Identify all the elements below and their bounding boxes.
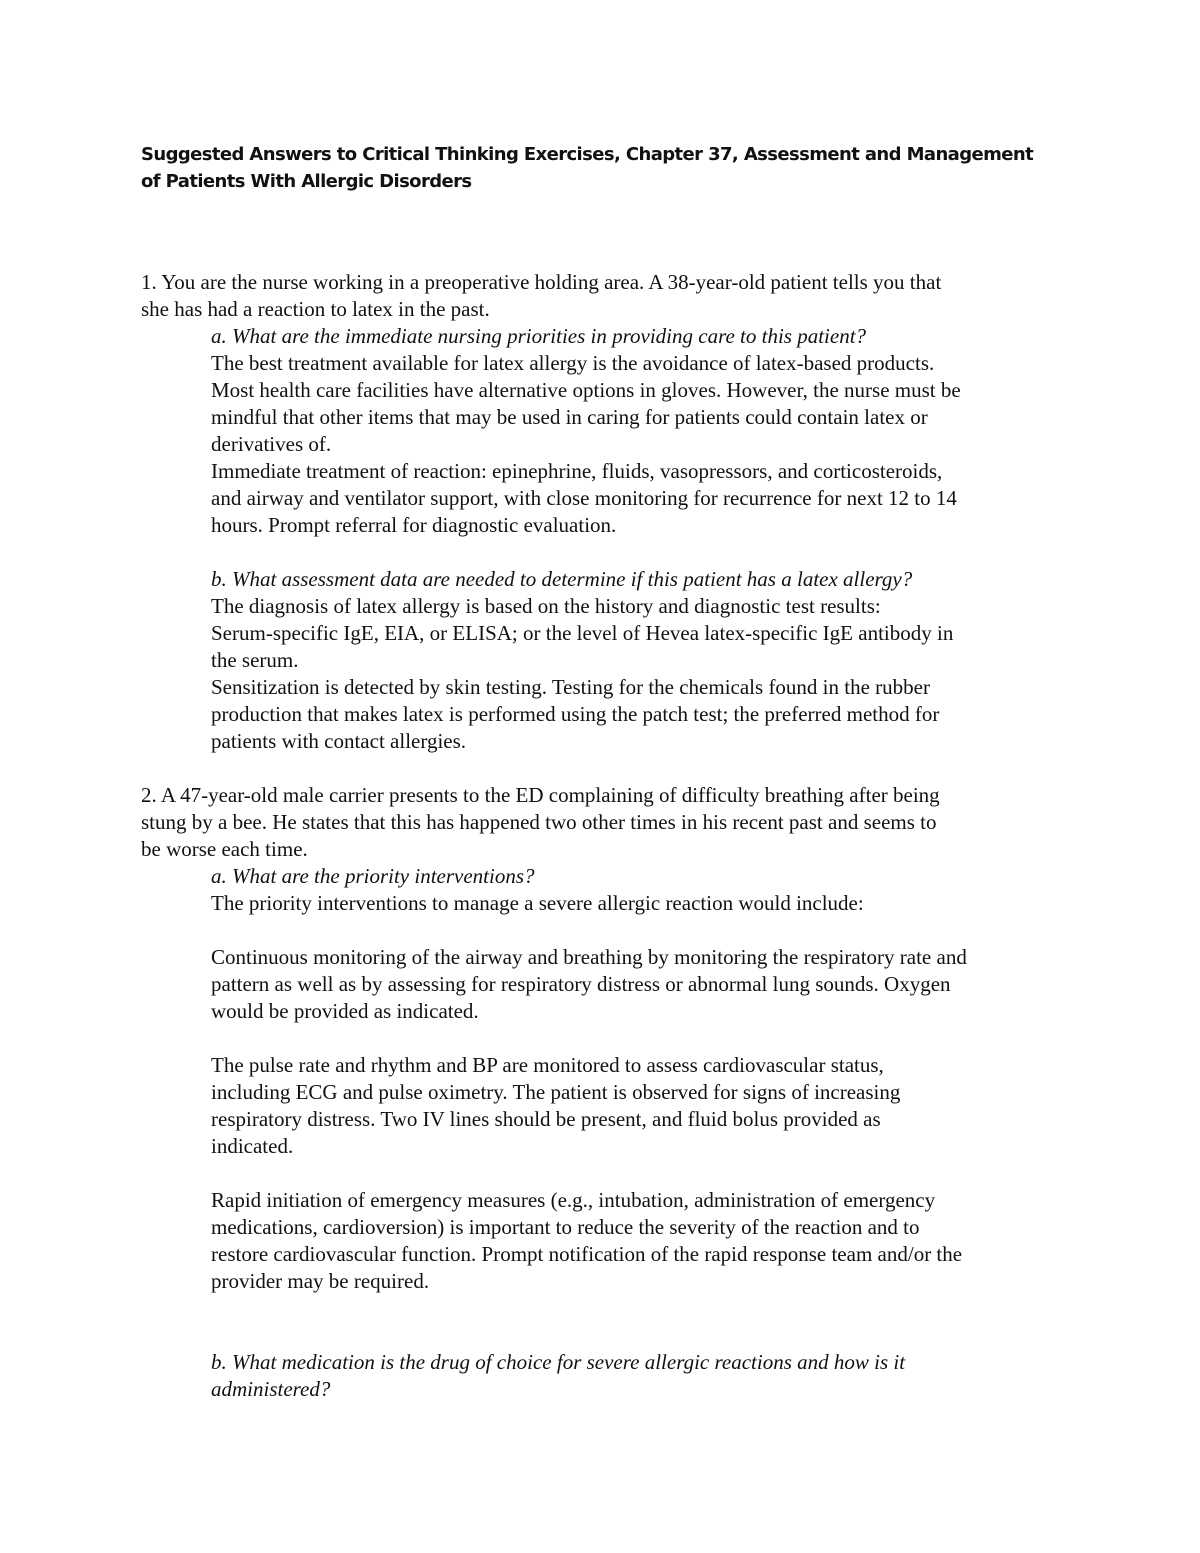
question-prompt: she has had a reaction to latex in the past. <box>141 297 490 321</box>
document-body <box>141 269 1061 1403</box>
subquestion-a: a. What are the priority interventions? <box>211 864 535 888</box>
subquestion-b: administered? <box>211 1377 331 1401</box>
answer-line: Continuous monitoring of the airway and breathing by monitoring the respiratory rate and <box>211 945 967 969</box>
answer-line: indicated. <box>211 1134 294 1158</box>
answer-line: respiratory distress. Two IV lines should be present, and fluid bolus provided as <box>211 1107 881 1131</box>
question-prompt: be worse each time. <box>141 837 308 861</box>
answer-line: and airway and ventilator support, with close monitoring for recurrence for next 12 to 14 <box>211 486 957 510</box>
answer-line: restore cardiovascular function. Prompt notification of the rapid response team and/or the <box>211 1242 963 1266</box>
answer-line: Sensitization is detected by skin testing. Testing for the chemicals found in the rubber <box>211 675 930 699</box>
question-prompt: 1. You are the nurse working in a preoperative holding area. A 38-year-old patient tells you that <box>141 270 942 294</box>
subquestion-a: a. What are the immediate nursing priorities in providing care to this patient? <box>211 324 867 348</box>
title-line: Suggested Answers to Critical Thinking Exercises, Chapter 37, Assessment and Management <box>141 144 1034 165</box>
answer-line: Rapid initiation of emergency measures (e.g., intubation, administration of emergency <box>211 1188 936 1212</box>
subquestion-b: b. What medication is the drug of choice for severe allergic reactions and how is it <box>211 1350 906 1374</box>
answer-line: provider may be required. <box>211 1269 430 1293</box>
answer-line: medications, cardioversion) is important to reduce the severity of the reaction and to <box>211 1215 920 1239</box>
answer-line: Most health care facilities have alternative options in gloves. However, the nurse must be <box>211 378 961 402</box>
answer-line: mindful that other items that may be used in caring for patients could contain latex or <box>211 405 928 429</box>
answer-line: Serum-specific IgE, EIA, or ELISA; or the level of Hevea latex-specific IgE antibody in <box>211 621 954 645</box>
question-prompt: stung by a bee. He states that this has happened two other times in his recent past and seems to <box>141 810 937 834</box>
answer-line: patients with contact allergies. <box>211 729 467 753</box>
answer-line: the serum. <box>211 648 299 672</box>
answer-line: The diagnosis of latex allergy is based on the history and diagnostic test results: <box>211 594 881 618</box>
document-title <box>141 141 1061 195</box>
question-1 <box>141 269 1061 755</box>
answer-line: Immediate treatment of reaction: epinephrine, fluids, vasopressors, and corticosteroids, <box>211 459 943 483</box>
question-prompt: 2. A 47-year-old male carrier presents to the ED complaining of difficulty breathing after being <box>141 783 940 807</box>
answer-line: The pulse rate and rhythm and BP are monitored to assess cardiovascular status, <box>211 1053 884 1077</box>
subquestion-b: b. What assessment data are needed to determine if this patient has a latex allergy? <box>211 567 913 591</box>
answer-line: would be provided as indicated. <box>211 999 479 1023</box>
answer-line: production that makes latex is performed using the patch test; the preferred method for <box>211 702 940 726</box>
document-page <box>141 141 1061 1403</box>
title-line: of Patients With Allergic Disorders <box>141 171 472 192</box>
answer-line: The best treatment available for latex allergy is the avoidance of latex-based products. <box>211 351 935 375</box>
answer-line: hours. Prompt referral for diagnostic evaluation. <box>211 513 617 537</box>
question-2 <box>141 782 1061 1403</box>
answer-line: pattern as well as by assessing for respiratory distress or abnormal lung sounds. Oxygen <box>211 972 951 996</box>
answer-line: derivatives of. <box>211 432 332 456</box>
answer-line: The priority interventions to manage a severe allergic reaction would include: <box>211 891 864 915</box>
answer-line: including ECG and pulse oximetry. The patient is observed for signs of increasing <box>211 1080 901 1104</box>
